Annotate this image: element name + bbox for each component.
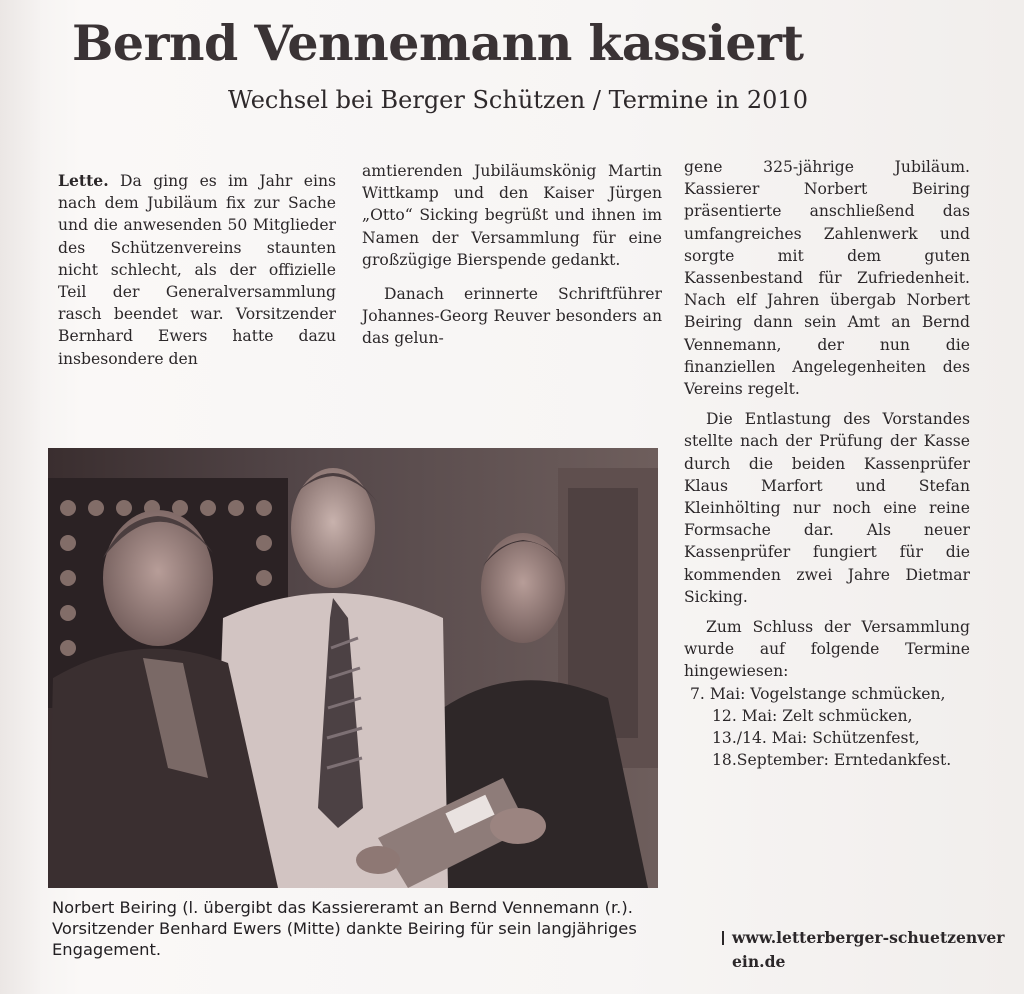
date-item: 13./14. Mai: Schützenfest, bbox=[712, 729, 920, 748]
article-photo bbox=[48, 448, 658, 888]
dateline: Lette. bbox=[58, 171, 109, 190]
scan-edge bbox=[0, 0, 40, 994]
date-item: 12. Mai: Zelt schmücken, bbox=[712, 706, 913, 725]
photo-illustration bbox=[48, 448, 658, 888]
paragraph-4: gene 325-jährige Jubiläum. Kassierer Norbert Beiring präsentierte anschließend das umfangreiches Zahlenwerk und sorgte mit dem guten Kassenbestand für Zufriedenheit. Nach elf Jahren übergab Norbert Beiring dann sein Amt an Bernd Vennemann, der nun die finanziellen Angelegenheiten des Vereins regelt. bbox=[684, 158, 970, 399]
article-column-3 bbox=[684, 156, 970, 771]
date-item: 7. Mai: Vogelstange schmücken, bbox=[690, 684, 946, 703]
paragraph-6: Zum Schluss der Versammlung wurde auf folgende Termine hingewiesen: bbox=[684, 618, 970, 681]
article-column-1 bbox=[58, 170, 336, 370]
paragraph-5: Die Entlastung des Vorstandes stellte nach der Prüfung der Kasse durch die beiden Kassenprüfer Klaus Marfort und Stefan Kleinhölting nur noch eine reine Formsache dar. Als neuer Kassenprüfer fungiert für die kommenden zwei Jahre Dietmar Sicking. bbox=[684, 410, 970, 606]
photo-caption: Norbert Beiring (l. übergibt das Kassiereramt an Bernd Vennemann (r.). Vorsitzender Benhard Ewers (Mitte) dankte Beiring für sein langjähriges Engagement. bbox=[52, 898, 637, 959]
subheadline: Wechsel bei Berger Schützen / Termine in 2010 bbox=[228, 86, 808, 114]
paragraph-2: amtierenden Jubiläumskönig Martin Wittkamp und den Kaiser Jürgen „Otto“ Sicking begrüßt und ihnen im Namen der Versammlung für eine großzügige Bierspende gedankt. bbox=[362, 162, 662, 269]
headline: Bernd Vennemann kassiert bbox=[72, 14, 804, 72]
article-column-2 bbox=[362, 160, 662, 350]
website-link[interactable]: www.letterberger-schuetzenverein.de bbox=[732, 928, 1005, 971]
dates-list bbox=[684, 683, 970, 772]
paragraph-3: Danach erinnerte Schriftführer Johannes-Georg Reuver besonders an das gelun- bbox=[362, 285, 662, 348]
date-item: 18.September: Erntedankfest. bbox=[712, 751, 952, 770]
paragraph-1: Da ging es im Jahr eins nach dem Jubiläum fix zur Sache und die anwesenden 50 Mitglieder des Schützenvereins staunten nicht schlecht, als der offizielle Teil der Generalversammlung rasch beendet war. Vorsitzender Bernhard Ewers hatte dazu insbesondere den bbox=[58, 172, 336, 368]
